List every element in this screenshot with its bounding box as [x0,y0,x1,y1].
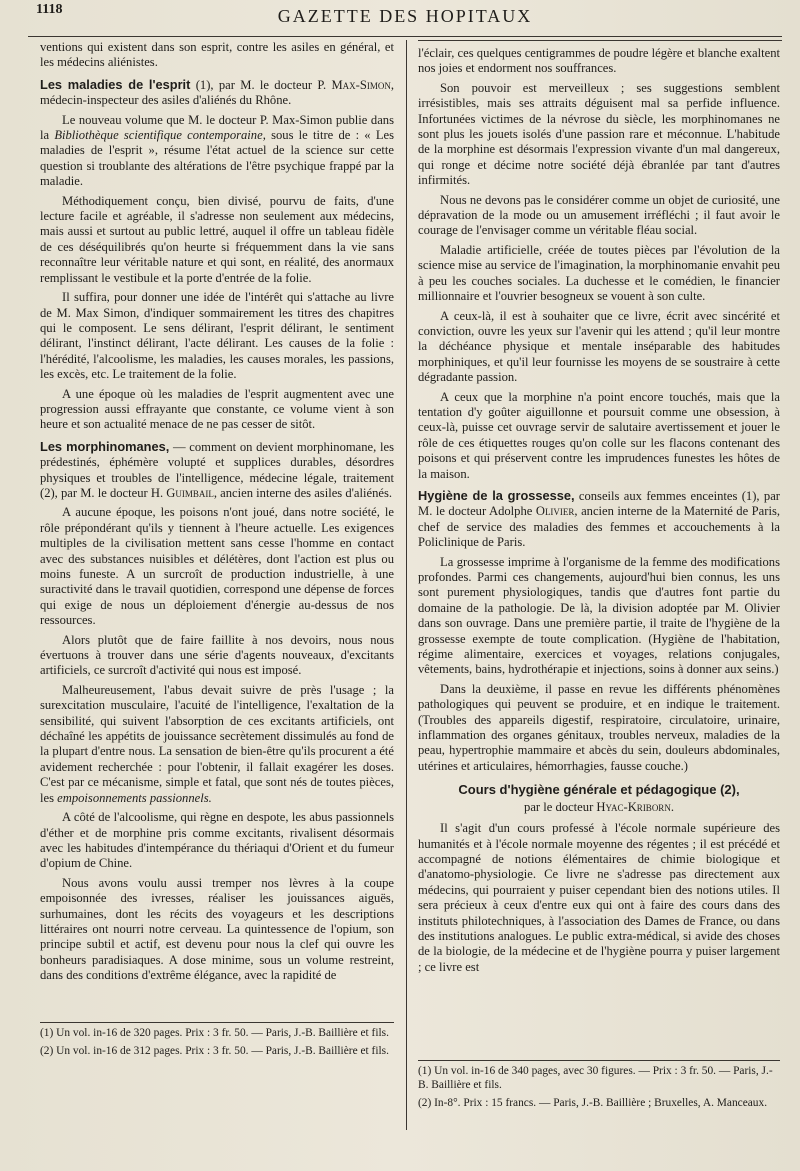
paragraph [40,113,394,190]
entry-title: Les maladies de l'esprit [40,76,191,92]
entry-ref: conseils aux femmes enceintes (1), par M. le docteur Adolphe [418,488,780,519]
entry-ref: — comment on devient morphinomane, les prédestinés, éphémère volupté et supplices durables, désordres physiques et troubles de l'intelligence, médecine légale, traitement (2), par M. le docteur H. [40,439,394,500]
page-header [28,0,782,37]
text-run: sous le titre de : « Les maladies de l'esprit », résume l'état actuel de la science sur cette question si troublante des altérations de l'être psychique frappé par la maladie. [40,128,394,189]
entry-affiliation: médecin-inspecteur des asiles d'aliénés du Rhône. [40,93,292,108]
entry-author: Max-Simon, [331,77,395,92]
entry-heading [40,439,394,502]
entry-ref: (1), par M. le docteur P. [195,77,332,92]
paragraph: Il s'agit d'un cours professé à l'école normale supérieure des humanités et à l'école normale moyenne des régentes ; il est précédé et accompagné de notions élémentaires de chimie biologique et d'anatomo-physiologie. Ce livre ne s'adresse pas directement aux médecins, qui pourraient y puiser cependant bien des notions utiles. Il sera précieux à ceux d'entre eux qui ont à faire des cours dans des instituts philotechniques, à l'association des Dames de France, ou dans des institutions analogues. Le public extra-médical, si avide des choses de la biologie, de la médecine et de l'hygiène pourra y puiser largement ; ce livre est [418,821,780,974]
right-column [418,46,780,979]
entry-title: Les morphinomanes, [40,438,170,454]
section-title: Cours d'hygiène générale et pédagogique (2), [458,782,740,798]
paragraph: A côté de l'alcoolisme, qui règne en despote, les abus passionnels d'éther et de morphine pris comme excitants, rivalisent désormais avec les habitudes d'intempérance du thériaqui d'Orient et du fumeur d'opium de Chine. [40,810,394,871]
footnote: (1) Un vol. in-16 de 320 pages. Prix : 3 fr. 50. — Paris, J.-B. Baillière et fils. [40,1027,389,1039]
entry-title: Hygiène de la grossesse, [418,487,575,503]
review-entry-hygiene-grossesse [418,488,780,774]
paragraph [40,683,394,806]
entry-author: Guimbail, [166,485,217,500]
text-run: Le nouveau volume que M. le docteur P. Max-Simon publie dans la [40,112,394,143]
entry-author: Olivier, [535,504,578,519]
review-entry-morphinomanes [40,439,394,984]
right-footnotes [418,1060,780,1114]
footnote: (2) In-8°. Prix : 15 francs. — Paris, J.-B. Baillière ; Bruxelles, A. Manceaux. [418,1096,768,1109]
paragraph: A ceux que la morphine n'a point encore touchés, mais que la tentation d'y goûter aiguillonne et poursuit comme une obsession, à ceux-là, puisse cet ouvrage servir de salutaire avertissement et jouer le rôle de ces étiquettes rouges qu'on colle sur les flacons contenant des poisons et qui préservent contre les imprudences funestes les hôtes de la maison. [418,389,780,481]
footnote: (1) Un vol. in-16 de 340 pages, avec 30 figures. — Prix : 3 fr. 50. — Paris, J.-B. Baillière et fils. [418,1065,773,1091]
section-byline [418,800,780,815]
left-footnotes [40,1022,394,1063]
text-run: par le docteur [524,799,597,814]
paragraph: Nous avons voulu aussi tremper nos lèvres à la coupe empoisonnée des ivresses, réaliser les jouissances aiguës, surhumaines, dont les récits des voyageurs et les descriptions littéraires ont nourri notre cerveau. La quintessence de l'opium, son principe subtil et actif, est devenu pour nous la clef qui ouvre les bonheurs paradisiaques. A dose minime, sous un volume restreint, dans des conditions d'extrême élégance, avec la rapidité de [40,875,394,983]
paragraph: Maladie artificielle, créée de toutes pièces par l'évolution de la science mise au service de l'imagination, la morphinomanie envahit peu à peu les couches sociales. La duchesse et le comédien, le financier millionnaire et l'ouvrier besogneux se vouent à son culte. [418,242,780,304]
italic-term: empoisonnements passionnels. [57,790,212,805]
paragraph: A aucune époque, les poisons n'ont joué, dans notre société, le rôle prépondérant qu'ils y tiennent à l'heure actuelle. Les exigences multiples de la civilisation mettent sans cesse l'homme en contact avec des substances nuisibles et délétères, dont l'action est plus ou moins funeste. A un surcroît de production industrielle, à une suractivité dans le travail quotidien, correspond une dépense de forces qui exige de nous un déploiement d'énergie au-dessus de nos ressources. [40,505,394,628]
paragraph: Méthodiquement conçu, bien divisé, pourvu de faits, d'une lecture facile et agréable, il s'adresse non seulement aux médecins, mais aussi et surtout au public lettré, auquel il offre un tableau fidèle de ces déséquilibrés qu'on heurte si fréquemment dans la vie sans reconnaître leur véritable nature et qui sont, en réalité, des anormaux remplissant le vestibule et la porte d'entrée de la folie. [40,193,394,285]
paragraph: ventions qui existent dans son esprit, contre les asiles en général, et les médecins aliénistes. [40,40,394,70]
book-series-title: Bibliothèque scientifique contemporaine, [54,128,266,143]
column-divider [406,40,407,1130]
paragraph: Dans la deuxième, il passe en revue les différents phénomènes pathologiques qui peuvent se produire, et en indique le traitement. (Troubles des appareils digestif, respiratoire, circulatoire, urinaire, inflammation des organes génitaux, troubles nerveux, maladies de la peau, hypertrophie mammaire et abcès du sein, douleurs abdominales, utérines et articulaires, hémorrhagies, fausse couche.) [418,681,780,773]
paragraph: Nous ne devons pas le considérer comme un objet de curiosité, une dépravation de la mode ou un amusement irréfléchi ; il faut avoir le courage de l'envisager comme un véritable fléau social. [418,192,780,238]
paragraph: l'éclair, ces quelques centigrammes de poudre légère et blanche exaltent nos joies et endorment nos souffrances. [418,46,780,76]
right-column-top-rule [418,40,782,41]
paragraph: La grossesse imprime à l'organisme de la femme des modifications profondes. Parmi ces changements, aujourd'hui bien connus, les uns sont purement physiologiques, tandis que d'autres font partie du domaine de la pathologie. De là, la division adoptée par M. Olivier dans son ouvrage. Dans une première partie, il traite de l'hygiène de la grossesse exempte de toute complication. (Hygiène de l'habitation, régime alimentaire, exercices et voyages, relations conjugales, vêtements, bains, hydrothérapie et injections, soins à donner aux seins.) [418,554,780,677]
left-column [40,40,394,988]
entry-affiliation: ancien interne de la Maternité de Paris, chef de service des maladies des femmes et accouchements à la Policlinique de Paris. [418,504,780,550]
paragraph: A ceux-là, il est à souhaiter que ce livre, écrit avec sincérité et conviction, ouvre les yeux sur l'avenir qui les attend ; qu'il leur montre la déchéance physique et mentale inséparable des habitudes morphiniques, et qu'il leur fournisse les moyens de se soustraire à cette dégradante passion. [418,308,780,385]
page-number: 1118 [36,2,63,17]
footnote: (2) Un vol. in-16 de 312 pages. Prix : 3 fr. 50. — Paris, J.-B. Baillière et fils. [40,1044,389,1057]
paragraph: A une époque où les maladies de l'esprit augmentent avec une progression aussi effrayante que constante, ce volume vient à son heure et son actualité menace de ne pas cesser de sitôt. [40,386,394,432]
journal-title: GAZETTE DES HOPITAUX [277,6,533,26]
paragraph: Son pouvoir est merveilleux ; ses suggestions semblent irrésistibles, mais ses attraits déguisent mal sa perfide influence. Infortunées victimes de la névrose du siècle, les morphinomanes ne sont plus les jouets isolés d'une passion rare et méconnue. L'habitude de la morphine est désormais l'expression vivante d'un mal dangereux, qui ronge et décime notre société déjà ébranlée par tant d'autres infirmités. [418,80,780,188]
paragraph: Il suffira, pour donner une idée de l'intérêt qui s'attache au livre de M. Max Simon, d'indiquer sommairement les titres des chapitres qui le composent. Le sens délirant, l'esprit délirant, le sentiment délirant, l'instinct délirant, l'acte délirant. Les causes de la folie : l'hérédité, l'alcoolisme, les maladies, les causes morales, les passions, les excès, etc. Le traitement de la folie. [40,290,394,382]
entry-heading [40,77,394,109]
paragraph: Alors plutôt que de faire faillite à nos devoirs, nous nous évertuons à trouver dans une série d'agents nouveaux, d'excitants artificiels, ce surcroît d'activité qui nous est imposé. [40,632,394,678]
entry-heading [418,488,780,551]
entry-affiliation: ancien interne des asiles d'aliénés. [217,485,393,500]
review-entry-cours-hygiene [418,782,780,975]
entry-author: Hyac-Kriborn. [596,799,674,814]
text-run: Malheureusement, l'abus devait suivre de près l'usage ; la surexcitation musculaire, l'acuité de l'intelligence, l'exaltation de la sensibilité, qui suivent l'absorption de ces excitants artificiels, ont déchaîné les appétits de jouissance secrètement dissimulés au fond de la plupart d'entre nous. La sensation de bien-être qu'ils procurent a été avidement recherchée : pour l'obtenir, il fallait exagérer les doses. C'est par ce mécanisme, simple et fatal, que sont nés de toutes pièces, les [40,682,394,805]
review-entry-maladies-esprit [40,77,394,433]
